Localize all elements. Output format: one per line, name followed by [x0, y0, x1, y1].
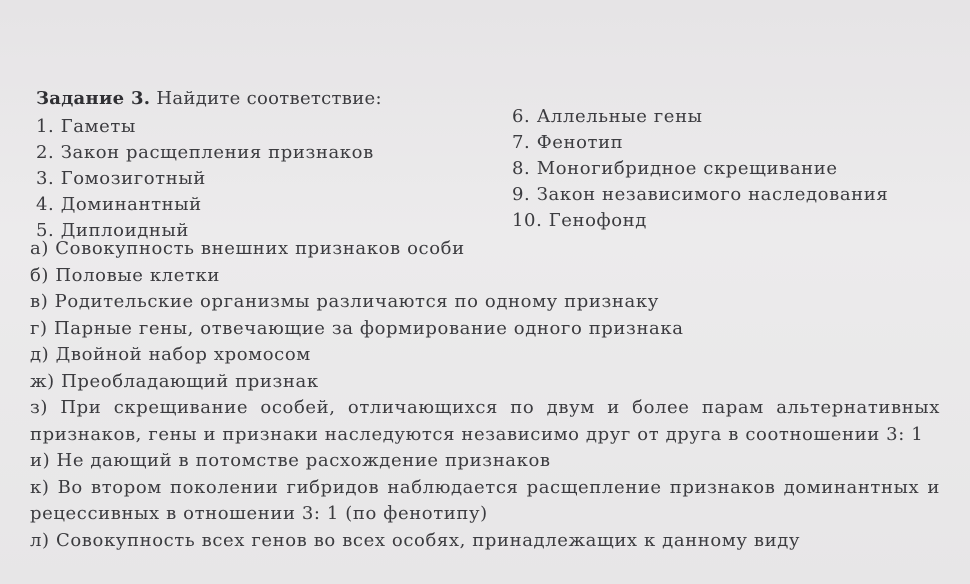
terms-left-column	[36, 114, 374, 244]
definition-item: з) При скрещивание особей, отличающихся по двум и более парам альтернативных признаков, гены и признаки наследуются независимо друг от друга в соотношении 3: 1	[30, 397, 940, 445]
task-title	[36, 88, 382, 109]
term-item: 4. Доминантный	[36, 194, 202, 215]
term-item: 7. Фенотип	[512, 132, 624, 153]
term-item: 10. Генофонд	[512, 210, 647, 231]
term-item: 9. Закон независимого наследования	[512, 184, 889, 205]
terms-right-column	[512, 104, 888, 234]
definition-item: к) Во втором поколении гибридов наблюдается расщепление признаков доминантных и рецессивных в отношении 3: 1 (по фенотипу)	[30, 476, 940, 524]
term-item: 1. Гаметы	[36, 116, 136, 137]
term-item: 8. Моногибридное скрещивание	[512, 158, 838, 179]
definition-item: а) Совокупность внешних признаков особи	[30, 238, 465, 259]
task-instruction: Найдите соответствие:	[150, 88, 382, 109]
term-item: 5. Диплоидный	[36, 220, 189, 241]
term-item: 2. Закон расщепления признаков	[36, 142, 374, 163]
definitions-list	[30, 236, 950, 554]
definition-item: и) Не дающий в потомстве расхождение признаков	[30, 450, 551, 471]
task-heading: Задание 3.	[36, 88, 151, 109]
term-item: 3. Гомозиготный	[36, 168, 206, 189]
definition-item: д) Двойной набор хромосом	[30, 344, 311, 365]
definition-item: ж) Преобладающий признак	[30, 370, 319, 392]
definition-item: б) Половые клетки	[30, 264, 220, 286]
definition-item: в) Родительские организмы различаются по одному признаку	[30, 291, 659, 312]
definition-item: л) Совокупность всех генов во всех особях, принадлежащих к данному виду	[30, 529, 801, 551]
definition-item: г) Парные гены, отвечающие за формирование одного признака	[30, 317, 684, 339]
term-item: 6. Аллельные гены	[512, 106, 703, 127]
